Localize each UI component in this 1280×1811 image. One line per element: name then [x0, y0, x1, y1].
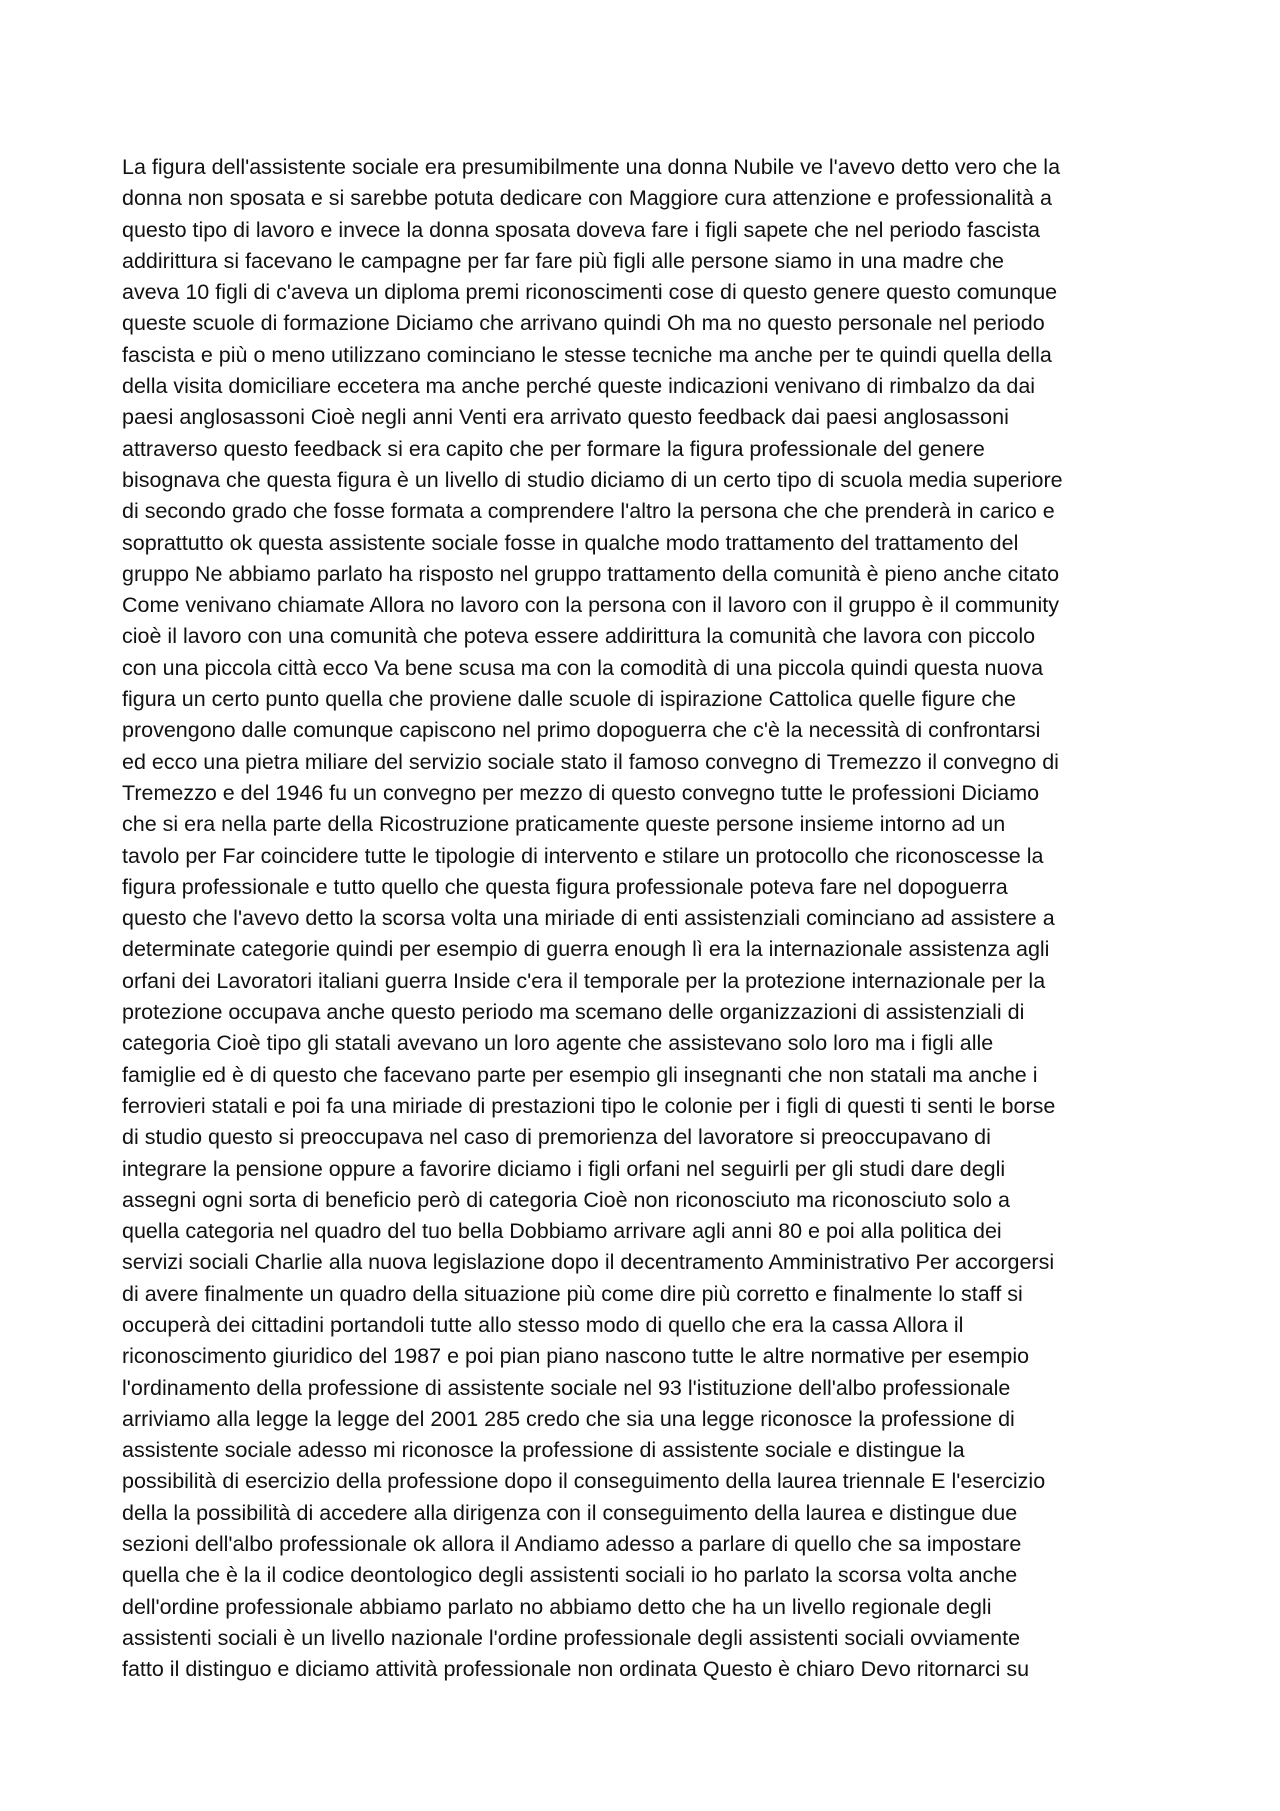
text-line: della la possibilità di accedere alla dirigenza con il conseguimento della laurea e distingue due	[122, 1500, 1018, 1525]
text-line: di secondo grado che fosse formata a comprendere l'altro la persona che che prenderà in carico e	[122, 499, 1055, 524]
text-line: determinate categorie quindi per esempio di guerra enough lì era la internazionale assistenza agli	[122, 937, 1050, 962]
text-line: occuperà dei cittadini portandoli tutte allo stesso modo di quello che era la cassa Allora il	[122, 1312, 964, 1337]
text-line: paesi anglosassoni Cioè negli anni Venti era arrivato questo feedback dai paesi anglosassoni	[122, 405, 1009, 430]
text-line: possibilità di esercizio della professione dopo il conseguimento della laurea triennale E l'esercizio	[122, 1469, 1046, 1494]
text-line: di studio questo si preoccupava nel caso di premorienza del lavoratore si preoccupavano di	[122, 1125, 991, 1150]
text-line: soprattutto ok questa assistente sociale fosse in qualche modo trattamento del trattamento del	[122, 530, 1019, 555]
text-line: servizi sociali Charlie alla nuova legislazione dopo il decentramento Amministrativo Per accorgersi	[122, 1250, 1055, 1275]
text-line: attraverso questo feedback si era capito che per formare la figura professionale del genere	[122, 436, 985, 461]
text-line: addirittura si facevano le campagne per far fare più figli alle persone siamo in una madre che	[122, 248, 1004, 273]
text-line: con una piccola città ecco Va bene scusa ma con la comodità di una piccola quindi questa nuova	[122, 655, 1044, 680]
text-line: fascista e più o meno utilizzano cominciano le stesse tecniche ma anche per te quindi quella della	[122, 342, 1052, 367]
text-line: ed ecco una pietra miliare del servizio sociale stato il famoso convegno di Tremezzo il convegno di	[122, 749, 1059, 774]
text-line: assistenti sociali è un livello nazionale l'ordine professionale degli assistenti sociali ovviamente	[122, 1625, 1021, 1650]
body-text	[122, 152, 1172, 1686]
text-line: riconoscimento giuridico del 1987 e poi pian piano nascono tutte le altre normative per esempio	[122, 1344, 1030, 1369]
text-line: La figura dell'assistente sociale era presumibilmente una donna Nubile ve l'avevo detto vero che la	[122, 155, 1061, 179]
text-line: ferrovieri statali e poi fa una miriade di prestazioni tipo le colonie per i figli di questi ti senti le borse	[122, 1093, 1056, 1118]
text-line: categoria Cioè tipo gli statali avevano un loro agente che assistevano solo loro ma i figli alle	[122, 1031, 994, 1056]
text-line: fatto il distinguo e diciamo attività professionale non ordinata Questo è chiaro Devo ritornarci su	[122, 1657, 1030, 1682]
text-line: integrare la pensione oppure a favorire diciamo i figli orfani nel seguirli per gli studi dare degli	[122, 1156, 1006, 1181]
text-line: Tremezzo e del 1946 fu un convegno per mezzo di questo convegno tutte le professioni Diciamo	[122, 780, 1040, 805]
text-line: questo tipo di lavoro e invece la donna sposata doveva fare i figli sapete che nel periodo fascista	[122, 217, 1040, 242]
text-line: assistente sociale adesso mi riconosce la professione di assistente sociale e distingue la	[122, 1438, 965, 1463]
text-line: arriviamo alla legge la legge del 2001 285 credo che sia una legge riconosce la professione di	[122, 1406, 1015, 1431]
text-line: orfani dei Lavoratori italiani guerra Inside c'era il temporale per la protezione internazionale per la	[122, 968, 1046, 993]
text-line: cioè il lavoro con una comunità che poteva essere addirittura la comunità che lavora con piccolo	[122, 624, 1036, 649]
text-line: sezioni dell'albo professionale ok allora il Andiamo adesso a parlare di quello che sa impostare	[122, 1532, 1022, 1557]
text-line: della visita domiciliare eccetera ma anche perché queste indicazioni venivano di rimbalzo da dai	[122, 374, 1036, 399]
text-line: questo che l'avevo detto la scorsa volta una miriade di enti assistenziali cominciano ad assistere a	[122, 906, 1055, 931]
text-line: figura un certo punto quella che proviene dalle scuole di ispirazione Cattolica quelle figure che	[122, 687, 1017, 712]
text-line: aveva 10 figli di c'aveva un diploma premi riconoscimenti cose di questo genere questo comunque	[122, 280, 1058, 305]
text-line: queste scuole di formazione Diciamo che arrivano quindi Oh ma no questo personale nel periodo	[122, 311, 1045, 336]
text-line: dell'ordine professionale abbiamo parlato no abbiamo detto che ha un livello regionale degli	[122, 1594, 992, 1619]
text-line: quella categoria nel quadro del tuo bella Dobbiamo arrivare agli anni 80 e poi alla politica dei	[122, 1219, 1002, 1244]
text-line: provengono dalle comunque capiscono nel primo dopoguerra che c'è la necessità di confrontarsi	[122, 718, 1041, 743]
text-line: quella che è la il codice deontologico degli assistenti sociali io ho parlato la scorsa volta anche	[122, 1563, 1018, 1588]
text-line: famiglie ed è di questo che facevano parte per esempio gli insegnanti che non statali ma anche i	[122, 1062, 1038, 1087]
text-line: Come venivano chiamate Allora no lavoro con la persona con il lavoro con il gruppo è il community	[122, 593, 1059, 618]
text-line: figura professionale e tutto quello che questa figura professionale poteva fare nel dopoguerra	[122, 874, 1008, 899]
text-line: di avere finalmente un quadro della situazione più come dire più corretto e finalmente lo staff si	[122, 1281, 1023, 1306]
text-line: gruppo Ne abbiamo parlato ha risposto nel gruppo trattamento della comunità è pieno anche citato	[122, 561, 1060, 586]
text-line: l'ordinamento della professione di assistente sociale nel 93 l'istituzione dell'albo professionale	[122, 1375, 1011, 1400]
text-line: bisognava che questa figura è un livello di studio diciamo di un certo tipo di scuola media superiore	[122, 467, 1063, 492]
text-line: che si era nella parte della Ricostruzione praticamente queste persone insieme intorno ad un	[122, 812, 1006, 837]
text-line: donna non sposata e si sarebbe potuta dedicare con Maggiore cura attenzione e professionalità a	[122, 186, 1052, 211]
text-line: assegni ogni sorta di beneficio però di categoria Cioè non riconosciuto ma riconosciuto solo a	[122, 1187, 1010, 1212]
text-line: tavolo per Far coincidere tutte le tipologie di intervento e stilare un protocollo che riconoscesse la	[122, 843, 1044, 868]
text-line: protezione occupava anche questo periodo ma scemano delle organizzazioni di assistenziali di	[122, 1000, 1025, 1025]
